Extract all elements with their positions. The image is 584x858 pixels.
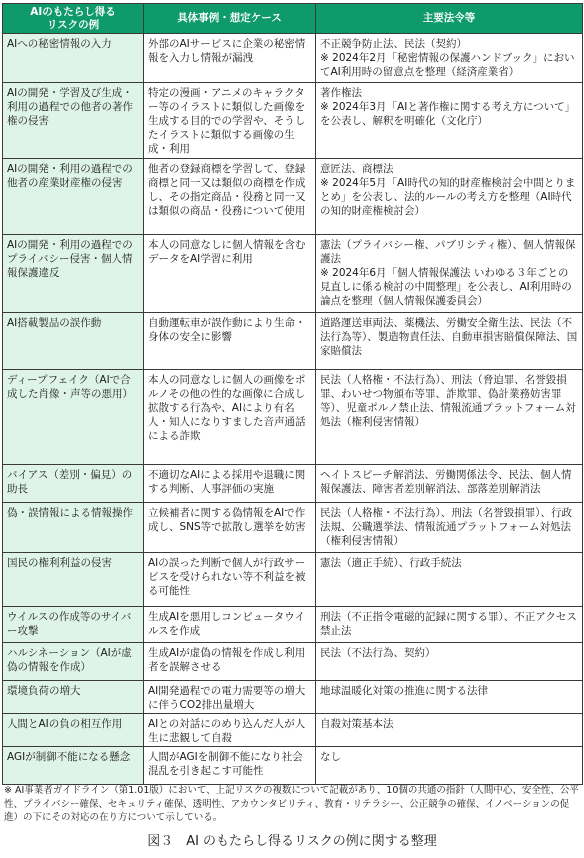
table-row — [3, 681, 583, 714]
table-row — [3, 313, 583, 370]
column-header-law: 主要法令等 — [316, 4, 583, 34]
case-cell — [144, 607, 316, 643]
law-cell — [316, 643, 583, 681]
law-cell-text: ※ 2024年2月「秘密情報の保護ハンドブック」においてAI利用時の留意点を整理（経済産業省） — [320, 52, 575, 78]
risk-table — [2, 3, 583, 785]
law-cell-text: 刑法（不正指令電磁的記録に関する罪）、不正アクセス禁止法 — [320, 611, 577, 637]
risk-cell — [3, 714, 144, 747]
risk-cell — [3, 465, 144, 503]
case-cell-text: AIの誤った判断で個人が行政サービスを受けられない等不利益を被る可能性 — [148, 557, 306, 597]
risk-cell-text: 偽・誤情報による情報操作 — [7, 507, 133, 519]
risk-cell — [3, 235, 144, 313]
risk-cell-text: 人間とAIの負の相互作用 — [7, 718, 123, 730]
law-cell-text: 民法（人格権・不法行為）、刑法（脅迫罪、名誉毀損罪、わいせつ物頒布等罪、詐欺罪、偽計業務妨害罪等）、児童ポルノ禁止法、情報流通プラットフォーム対処法（権利侵害情報） — [320, 374, 576, 428]
law-cell-text: 憲法（適正手続）、行政手続法 — [320, 557, 462, 569]
law-cell — [316, 747, 583, 785]
case-cell-text: 不適切なAIによる採用や退職に関する判断、人事評価の実施 — [148, 469, 306, 495]
law-cell — [316, 313, 583, 370]
risk-cell-text: ハルシネーション（AIが虚偽の情報を作成） — [7, 647, 132, 673]
risk-cell — [3, 553, 144, 607]
case-cell — [144, 503, 316, 553]
column-header-risk-label: AIのもたらし得る リスクの例 — [30, 5, 116, 31]
case-cell-text: 外部のAIサービスに企業の秘密情報を入力し情報が漏洩 — [148, 38, 306, 64]
table-row — [3, 34, 583, 83]
risk-cell — [3, 607, 144, 643]
case-cell — [144, 747, 316, 785]
case-cell-text: 生成AIが虚偽の情報を作成し利用者を誤解させる — [148, 647, 306, 673]
risk-cell-text: AIの開発・利用の過程での他者の産業財産権の侵害 — [7, 163, 133, 189]
case-cell-text: 本人の同意なしに個人の画像をポルノその他の性的な画像に合成し拡散する行為や、AIにより有名人・知人になりすました音声通話による詐欺 — [148, 374, 306, 442]
law-cell — [316, 714, 583, 747]
law-cell-text: 意匠法、商標法 — [320, 163, 394, 175]
case-cell — [144, 83, 316, 159]
table-body — [3, 34, 583, 785]
risk-cell-text: AIの開発・利用の過程でのプライバシー侵害・個人情報保護違反 — [7, 239, 133, 279]
column-header-risk — [3, 4, 144, 34]
case-cell — [144, 235, 316, 313]
case-cell — [144, 643, 316, 681]
risk-cell-text: AI搭載製品の誤作動 — [7, 317, 102, 329]
law-cell — [316, 235, 583, 313]
risk-cell — [3, 747, 144, 785]
risk-cell-text: ディープフェイク（AIで合成した肖像・声等の悪用） — [7, 374, 133, 400]
risk-cell — [3, 370, 144, 465]
law-cell — [316, 83, 583, 159]
risk-cell-text: AGIが制御不能になる懸念 — [7, 751, 131, 763]
table-row — [3, 159, 583, 235]
case-cell-text: AIとの対話にのめり込んだ人が人生に悲観して自殺 — [148, 718, 306, 744]
law-cell — [316, 681, 583, 714]
table-header-row — [3, 4, 583, 34]
table-row — [3, 370, 583, 465]
law-cell-text: ヘイトスピーチ解消法、労働関係法令、民法、個人情報保護法、障害者差別解消法、部落差別解消法 — [320, 469, 572, 495]
case-cell — [144, 681, 316, 714]
risk-cell — [3, 159, 144, 235]
risk-cell — [3, 83, 144, 159]
table-row — [3, 235, 583, 313]
case-cell-text: AI開発過程での電力需要等の増大に伴うCO2排出量増大 — [148, 685, 306, 711]
law-cell-text: ※ 2024年5月「AI時代の知的財産権検討会中間とりまとめ」を公表し、法的ルールの考え方を整理（AI時代の知的財産権検討会） — [320, 177, 576, 217]
case-cell — [144, 159, 316, 235]
law-cell-text: 民法（人格権・不法行為）、刑法（名誉毀損罪）、行政法規、公職選挙法、情報流通プラットフォーム対処法（権利侵害情報） — [320, 507, 572, 547]
case-cell-text: 生成AIを悪用しコンピュータウイルスを作成 — [148, 611, 305, 637]
risk-cell-text: AIの開発・学習及び生成・利用の過程での他者の著作権の侵害 — [7, 87, 133, 127]
table-row — [3, 553, 583, 607]
risk-cell-text: ウイルスの作成等のサイバー攻撃 — [7, 611, 132, 637]
table-row — [3, 503, 583, 553]
case-cell — [144, 714, 316, 747]
table-row — [3, 643, 583, 681]
case-cell-text: 本人の同意なしに個人情報を含むデータをAI学習に利用 — [148, 239, 306, 265]
risk-cell-text: 国民の権利利益の侵害 — [7, 557, 112, 569]
law-cell — [316, 370, 583, 465]
case-cell-text: 特定の漫画・アニメのキャラクター等のイラストに類似した画像を生成する目的での学習や、そうしたイラストに類似する画像の生成・利用 — [148, 87, 306, 155]
case-cell — [144, 34, 316, 83]
law-cell-text: 民法（不法行為、契約） — [320, 647, 436, 659]
law-cell — [316, 465, 583, 503]
risk-cell — [3, 681, 144, 714]
law-cell — [316, 607, 583, 643]
case-cell-text: 人間がAGIを制御不能になり社会混乱を引き起こす可能性 — [148, 751, 303, 777]
law-cell-text: 憲法（プライバシー権、パブリシティ権）、個人情報保護法 — [320, 239, 576, 265]
case-cell-text: 自動運転車が誤作動により生命・身体の安全に影響 — [148, 317, 306, 343]
table-row — [3, 465, 583, 503]
risk-cell-text: 環境負荷の増大 — [7, 685, 81, 697]
case-cell-text: 他者の登録商標を学習して、登録商標と同一又は類似の商標を作成し、その指定商品・役務と同一又は類似の商品・役務について使用 — [148, 163, 306, 217]
law-cell — [316, 159, 583, 235]
law-cell-text: 不正競争防止法、民法（契約） — [320, 38, 467, 50]
risk-cell — [3, 643, 144, 681]
law-cell — [316, 34, 583, 83]
case-cell — [144, 370, 316, 465]
case-cell — [144, 553, 316, 607]
case-cell — [144, 313, 316, 370]
law-cell — [316, 503, 583, 553]
law-cell-text: 道路運送車両法、薬機法、労働安全衛生法、民法（不法行為等）、製造物責任法、自動車損害賠償保障法、国家賠償法 — [320, 317, 578, 357]
table-row — [3, 607, 583, 643]
law-cell-text: なし — [320, 751, 341, 763]
law-cell-text: 地球温暖化対策の推進に関する法律 — [320, 685, 488, 697]
risk-cell — [3, 503, 144, 553]
table-row — [3, 83, 583, 159]
risk-cell-text: バイアス（差別・偏見）の助長 — [7, 469, 133, 495]
law-cell-text: 著作権法 — [320, 87, 362, 99]
law-cell-text: ※ 2024年3月「AIと著作権に関する考え方について」を公表し、解釈を明確化（文化庁） — [320, 101, 576, 127]
risk-cell — [3, 34, 144, 83]
law-cell-text: 自殺対策基本法 — [320, 718, 394, 730]
footnote: ※ AI事業者ガイドライン（第1.01版）において、上記リスクの複数について記載があり、10個の共通の指針（人間中心、安全性、公平性、プライバシー確保、セキュリティ確保、透明性、アカウンタビリティ、教育・リテラシー、公正競争の確保、イノベーションの促進）の下にその対応の在り方について示している。 — [4, 785, 579, 823]
table-row — [3, 747, 583, 785]
case-cell — [144, 465, 316, 503]
law-cell — [316, 553, 583, 607]
risk-cell — [3, 313, 144, 370]
case-cell-text: 立候補者に関する偽情報をAIで作成し、SNS等で拡散し選挙を妨害 — [148, 507, 306, 533]
law-cell-text: ※ 2024年6月「個人情報保護法 いわゆる３年ごとの見直しに係る検討の中間整理」を公表し、AI利用時の論点を整理（個人情報保護委員会） — [320, 267, 572, 307]
table-row — [3, 714, 583, 747]
risk-cell-text: AIへの秘密情報の入力 — [7, 38, 112, 50]
column-header-case: 具体事例・想定ケース — [144, 4, 316, 34]
figure-caption: 図３ AI のもたらし得るリスクの例に関する整理 — [147, 834, 437, 849]
